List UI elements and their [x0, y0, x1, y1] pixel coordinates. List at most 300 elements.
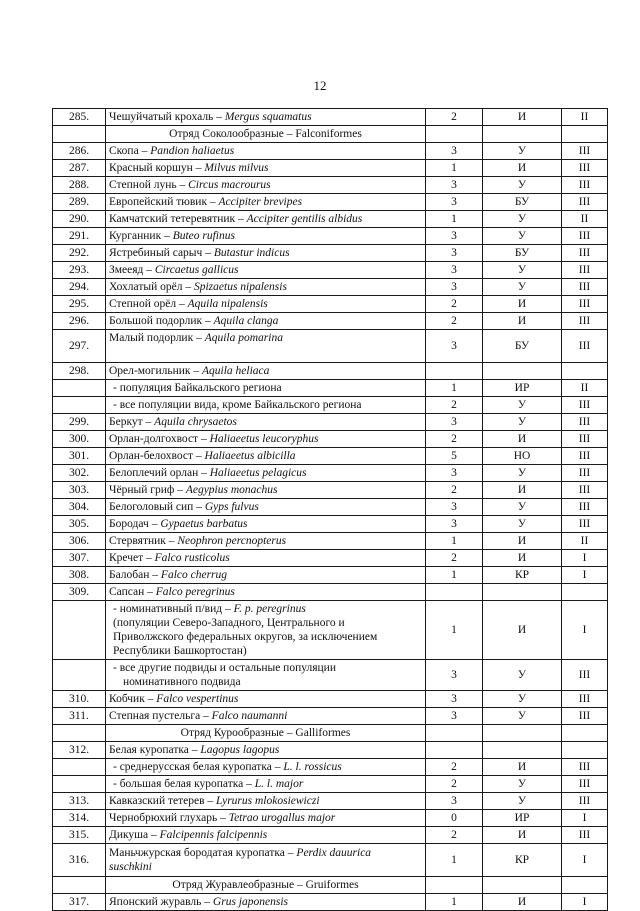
common-name: Ястребиный сарыч [109, 247, 203, 259]
number-cell: 290. [53, 211, 106, 228]
latin-name: Gypaetus barbatus [160, 518, 248, 530]
status-cell: У [483, 177, 562, 194]
class-cell: III [562, 516, 608, 533]
category-cell: 2 [426, 296, 483, 313]
common-name: Красный коршун [109, 162, 193, 174]
latin-name: L. l. major [254, 778, 304, 790]
order-heading-row [53, 126, 608, 143]
class-cell: II [562, 533, 608, 550]
latin-name: Falco rusticolus [154, 552, 230, 564]
number-cell: 315. [53, 827, 106, 844]
common-name: Скопа [109, 145, 139, 157]
species-name-cell: Европейский тювик – Accipiter brevipes [106, 194, 426, 211]
species-row [53, 691, 608, 708]
species-name-cell: Камчатский тетеревятник – Accipiter gentilis albidus [106, 211, 426, 228]
species-name-cell: Малый подорлик – Aquila pomarina [106, 330, 426, 363]
class-cell: III [562, 279, 608, 296]
status-cell: И [483, 482, 562, 499]
common-name: Чёрный гриф [109, 484, 175, 496]
category-cell: 3 [426, 177, 483, 194]
species-name-cell: Степной орёл – Aquila nipalensis [106, 296, 426, 313]
status-cell: У [483, 143, 562, 160]
species-row [53, 431, 608, 448]
common-name: Орел-могильник [109, 365, 191, 377]
population-name: - среднерусская белая куропатка – [113, 761, 281, 773]
common-name: Бородач [109, 518, 149, 530]
latin-name: Spizaetus nipalensis [193, 281, 287, 293]
species-name-cell: Балобан – Falco cherrug [106, 567, 426, 584]
common-name: Японский журавль [109, 896, 202, 908]
latin-name: Falco vespertinus [156, 693, 239, 705]
species-name-cell: Курганник – Buteo rufinus [106, 228, 426, 245]
category-cell [426, 877, 483, 894]
species-row [53, 448, 608, 465]
category-cell: 1 [426, 211, 483, 228]
class-cell: II [562, 380, 608, 397]
species-name-cell: Кавказский тетерев – Lyrurus mlokosiewiczi [106, 793, 426, 810]
category-cell: 1 [426, 533, 483, 550]
class-cell: III [562, 691, 608, 708]
latin-name: Tetrao urogallus major [228, 812, 336, 824]
species-row [53, 516, 608, 533]
species-name-cell: Чернобрюхий глухарь – Tetrao urogallus major [106, 810, 426, 827]
species-row [53, 143, 608, 160]
population-line: - все другие подвиды и остальные популяции [113, 662, 336, 674]
population-name-cell [106, 397, 426, 414]
class-cell: III [562, 708, 608, 725]
category-cell: 3 [426, 499, 483, 516]
number-cell: 305. [53, 516, 106, 533]
latin-name: Accipiter brevipes [218, 196, 303, 208]
category-cell: 2 [426, 313, 483, 330]
status-cell: И [483, 827, 562, 844]
number-cell [53, 725, 106, 742]
number-cell: 311. [53, 708, 106, 725]
number-cell: 293. [53, 262, 106, 279]
species-name-cell: Орлан-белохвост – Haliaeetus albicilla [106, 448, 426, 465]
population-name: - популяция Байкальского региона [113, 382, 282, 394]
species-name-cell: Большой подорлик – Aquila clanga [106, 313, 426, 330]
latin-name: Falco naumanni [211, 710, 288, 722]
status-cell: КР [483, 844, 562, 877]
latin-name: Neophron percnopterus [177, 535, 287, 547]
species-row [53, 499, 608, 516]
latin-name: Haliaeetus pelagicus [209, 467, 307, 479]
number-cell: 307. [53, 550, 106, 567]
number-cell: 301. [53, 448, 106, 465]
status-cell: У [483, 691, 562, 708]
class-cell [562, 725, 608, 742]
population-name-cell [106, 759, 426, 776]
number-cell [53, 660, 106, 691]
class-cell: III [562, 143, 608, 160]
class-cell: I [562, 567, 608, 584]
species-name-cell: Беркут – Aquila chrysaetos [106, 414, 426, 431]
class-cell: III [562, 793, 608, 810]
class-cell: I [562, 550, 608, 567]
page-number: 12 [313, 78, 327, 93]
species-name-cell: Кобчик – Falco vespertinus [106, 691, 426, 708]
status-cell: И [483, 296, 562, 313]
class-cell: III [562, 431, 608, 448]
category-cell: 1 [426, 567, 483, 584]
status-cell [483, 584, 562, 601]
status-cell: БУ [483, 330, 562, 363]
species-row [53, 177, 608, 194]
class-cell: III [562, 228, 608, 245]
species-name-cell: Стервятник – Neophron percnopterus [106, 533, 426, 550]
class-cell: III [562, 482, 608, 499]
status-cell: И [483, 601, 562, 660]
category-cell [426, 742, 483, 759]
species-row [53, 160, 608, 177]
population-row [53, 380, 608, 397]
category-cell [426, 584, 483, 601]
species-row [53, 742, 608, 759]
number-cell: 304. [53, 499, 106, 516]
common-name: Степной лунь [109, 179, 177, 191]
category-cell: 2 [426, 109, 483, 126]
status-cell [483, 126, 562, 143]
latin-name: Accipiter gentilis albidus [246, 213, 363, 225]
number-cell [53, 601, 106, 660]
latin-name: Falco cherrug [160, 569, 228, 581]
species-row [53, 844, 608, 877]
category-cell: 3 [426, 516, 483, 533]
species-row [53, 211, 608, 228]
category-cell: 1 [426, 894, 483, 911]
number-cell [53, 380, 106, 397]
population-row [53, 776, 608, 793]
category-cell [426, 725, 483, 742]
status-cell: БУ [483, 245, 562, 262]
number-cell: 289. [53, 194, 106, 211]
species-row [53, 245, 608, 262]
category-cell: 3 [426, 262, 483, 279]
species-row [53, 313, 608, 330]
common-name: Камчатский тетеревятник [109, 213, 236, 225]
category-cell: 3 [426, 465, 483, 482]
latin-name: Perdix dauurica [296, 847, 372, 859]
number-cell [53, 759, 106, 776]
common-name: Сапсан [109, 586, 145, 598]
number-cell: 294. [53, 279, 106, 296]
status-cell [483, 742, 562, 759]
status-cell: У [483, 793, 562, 810]
common-name: Кобчик [109, 693, 145, 705]
species-row [53, 109, 608, 126]
latin-name: F. p. peregrinus [233, 603, 306, 615]
category-cell [426, 363, 483, 380]
species-row [53, 194, 608, 211]
status-cell: У [483, 708, 562, 725]
common-name: Белая куропатка [109, 744, 189, 756]
number-cell: 298. [53, 363, 106, 380]
species-name-cell: Орел-могильник – Aquila heliaca [106, 363, 426, 380]
category-cell: 5 [426, 448, 483, 465]
species-row [53, 465, 608, 482]
number-cell [53, 776, 106, 793]
species-row [53, 296, 608, 313]
status-cell [483, 725, 562, 742]
latin-name: Aquila heliaca [202, 365, 270, 377]
number-cell: 285. [53, 109, 106, 126]
latin-name: L. l. rossicus [283, 761, 342, 773]
species-name-cell: Бородач – Gypaetus barbatus [106, 516, 426, 533]
category-cell: 3 [426, 228, 483, 245]
class-cell: III [562, 759, 608, 776]
common-name: Степной орёл [109, 298, 177, 310]
status-cell: И [483, 313, 562, 330]
number-cell: 291. [53, 228, 106, 245]
category-cell: 3 [426, 194, 483, 211]
status-cell: У [483, 414, 562, 431]
class-cell [562, 742, 608, 759]
species-name-cell: Белоголовый сип – Gyps fulvus [106, 499, 426, 516]
population-name: - большая белая куропатка – [113, 778, 252, 790]
category-cell: 2 [426, 397, 483, 414]
status-cell: КР [483, 567, 562, 584]
species-name-cell: Степной лунь – Circus macrourus [106, 177, 426, 194]
common-name: Белоплечий орлан [109, 467, 199, 479]
latin-name: Pandion haliaetus [150, 145, 235, 157]
status-cell: У [483, 660, 562, 691]
species-name-cell: Скопа – Pandion haliaetus [106, 143, 426, 160]
species-row [53, 793, 608, 810]
species-name-cell: Ястребиный сарыч – Butastur indicus [106, 245, 426, 262]
class-cell [562, 584, 608, 601]
latin-name: Grus japonensis [212, 896, 288, 908]
species-name-cell: Змееяд – Circaetus gallicus [106, 262, 426, 279]
number-cell: 302. [53, 465, 106, 482]
category-cell: 3 [426, 793, 483, 810]
common-name: Кречет [109, 552, 144, 564]
species-row [53, 279, 608, 296]
status-cell: И [483, 109, 562, 126]
latin-name: Lyrurus mlokosiewiczi [216, 795, 320, 807]
latin-name: Buteo rufinus [172, 230, 235, 242]
latin-name: Falcipennis falcipennis [159, 829, 268, 841]
number-cell: 300. [53, 431, 106, 448]
number-cell: 288. [53, 177, 106, 194]
common-name: Орлан-долгохвост [109, 433, 199, 445]
number-cell: 306. [53, 533, 106, 550]
category-cell: 1 [426, 844, 483, 877]
species-table [52, 108, 608, 911]
number-cell: 287. [53, 160, 106, 177]
latin-name: Falco peregrinus [155, 586, 235, 598]
category-cell: 2 [426, 431, 483, 448]
order-heading-row [53, 725, 608, 742]
number-cell: 303. [53, 482, 106, 499]
category-cell: 0 [426, 810, 483, 827]
latin-name: Butastur indicus [213, 247, 290, 259]
latin-name: Milvus milvus [204, 162, 269, 174]
latin-name: Aquila chrysaetos [154, 416, 237, 428]
status-cell [483, 877, 562, 894]
category-cell: 3 [426, 708, 483, 725]
class-cell: III [562, 262, 608, 279]
status-cell: У [483, 228, 562, 245]
species-name-cell: Чешуйчатый крохаль – Mergus squamatus [106, 109, 426, 126]
category-cell: 2 [426, 482, 483, 499]
latin-name: Lagopus lagopus [200, 744, 280, 756]
status-cell: У [483, 499, 562, 516]
species-row [53, 363, 608, 380]
species-row [53, 228, 608, 245]
population-row [53, 601, 608, 660]
species-row [53, 894, 608, 911]
status-cell: БУ [483, 194, 562, 211]
status-cell: И [483, 431, 562, 448]
order-title: Отряд Курообразные – Galliformes [106, 725, 426, 742]
species-name-cell: Белоплечий орлан – Haliaeetus pelagicus [106, 465, 426, 482]
class-cell: I [562, 810, 608, 827]
number-cell [53, 877, 106, 894]
order-title: Отряд Журавлеобразные – Gruiformes [106, 877, 426, 894]
class-cell: III [562, 194, 608, 211]
species-name-cell: Хохлатый орёл – Spizaetus nipalensis [106, 279, 426, 296]
category-cell: 2 [426, 759, 483, 776]
common-name: Малый подорлик [109, 332, 194, 344]
status-cell: И [483, 160, 562, 177]
status-cell: И [483, 759, 562, 776]
species-row [53, 262, 608, 279]
common-name: Чернобрюхий глухарь [109, 812, 218, 824]
common-name: Хохлатый орёл [109, 281, 183, 293]
latin-name: Circus macrourus [188, 179, 271, 191]
status-cell: ИР [483, 810, 562, 827]
status-cell: НО [483, 448, 562, 465]
species-row [53, 810, 608, 827]
number-cell: 286. [53, 143, 106, 160]
class-cell: I [562, 844, 608, 877]
class-cell: III [562, 499, 608, 516]
status-cell: У [483, 516, 562, 533]
common-name: Дикуша [109, 829, 149, 841]
category-cell: 2 [426, 550, 483, 567]
species-row [53, 567, 608, 584]
class-cell: III [562, 448, 608, 465]
common-name: Большой подорлик [109, 315, 203, 327]
status-cell: У [483, 262, 562, 279]
number-cell: 295. [53, 296, 106, 313]
class-cell [562, 363, 608, 380]
class-cell: III [562, 465, 608, 482]
species-name-cell: Белая куропатка – Lagopus lagopus [106, 742, 426, 759]
number-cell [53, 397, 106, 414]
status-cell: ИР [483, 380, 562, 397]
category-cell: 1 [426, 601, 483, 660]
common-name: Беркут [109, 416, 143, 428]
latin-name: Mergus squamatus [224, 111, 312, 123]
number-cell: 292. [53, 245, 106, 262]
species-name-cell: Маньчжурская бородатая куропатка – Perdix dauurica suschkini [106, 844, 426, 877]
common-name: Змееяд [109, 264, 144, 276]
number-cell: 299. [53, 414, 106, 431]
status-cell: И [483, 533, 562, 550]
population-name-cell [106, 601, 426, 660]
common-name: Стервятник [109, 535, 166, 547]
category-cell: 3 [426, 143, 483, 160]
latin-name: Circaetus gallicus [154, 264, 239, 276]
common-name: Маньчжурская бородатая куропатка [109, 847, 285, 859]
latin-name: Haliaeetus leucoryphus [209, 433, 319, 445]
species-row [53, 330, 608, 363]
class-cell: III [562, 776, 608, 793]
common-name: Чешуйчатый крохаль [109, 111, 214, 123]
category-cell: 3 [426, 279, 483, 296]
species-row [53, 533, 608, 550]
status-cell: У [483, 397, 562, 414]
population-line: Республики Башкортостан) [113, 645, 247, 657]
status-cell: И [483, 894, 562, 911]
common-name: Европейский тювик [109, 196, 208, 208]
class-cell: III [562, 313, 608, 330]
common-name: Орлан-белохвост [109, 450, 194, 462]
class-cell [562, 877, 608, 894]
class-cell: III [562, 414, 608, 431]
population-name-cell [106, 776, 426, 793]
class-cell: III [562, 177, 608, 194]
species-name-cell: Кречет – Falco rusticolus [106, 550, 426, 567]
number-cell: 309. [53, 584, 106, 601]
population-line: (популяции Северо-Западного, Центрального и [113, 617, 345, 629]
category-cell: 2 [426, 827, 483, 844]
status-cell: И [483, 550, 562, 567]
status-cell: У [483, 465, 562, 482]
class-cell: III [562, 827, 608, 844]
population-row [53, 397, 608, 414]
species-name-cell: Степная пустельга – Falco naumanni [106, 708, 426, 725]
class-cell: III [562, 160, 608, 177]
class-cell: III [562, 660, 608, 691]
species-name-cell: Японский журавль – Grus japonensis [106, 894, 426, 911]
population-line: номинативного подвида [123, 676, 241, 688]
species-name-cell: Сапсан – Falco peregrinus [106, 584, 426, 601]
class-cell: III [562, 397, 608, 414]
species-name-cell: Красный коршун – Milvus milvus [106, 160, 426, 177]
category-cell: 1 [426, 380, 483, 397]
species-row [53, 584, 608, 601]
species-name-cell: Дикуша – Falcipennis falcipennis [106, 827, 426, 844]
species-name-cell: Орлан-долгохвост – Haliaeetus leucoryphus [106, 431, 426, 448]
latin-name: Haliaeetus albicilla [204, 450, 296, 462]
order-title: Отряд Соколообразные – Falconiformes [106, 126, 426, 143]
latin-name: Aegypius monachus [185, 484, 278, 496]
category-cell [426, 126, 483, 143]
number-cell: 296. [53, 313, 106, 330]
category-cell: 3 [426, 414, 483, 431]
population-line: Приволжского федеральных округов, за исключением [113, 631, 378, 643]
common-name: Кавказский тетерев [109, 795, 205, 807]
latin-name: Aquila nipalensis [187, 298, 268, 310]
category-cell: 3 [426, 245, 483, 262]
species-row [53, 708, 608, 725]
common-name: Степная пустельга [109, 710, 201, 722]
class-cell [562, 126, 608, 143]
species-row [53, 550, 608, 567]
class-cell: III [562, 330, 608, 363]
species-row [53, 414, 608, 431]
population-name-cell [106, 660, 426, 691]
number-cell: 310. [53, 691, 106, 708]
common-name: Курганник [109, 230, 162, 242]
category-cell: 3 [426, 660, 483, 691]
class-cell: I [562, 894, 608, 911]
class-cell: III [562, 245, 608, 262]
species-row [53, 482, 608, 499]
